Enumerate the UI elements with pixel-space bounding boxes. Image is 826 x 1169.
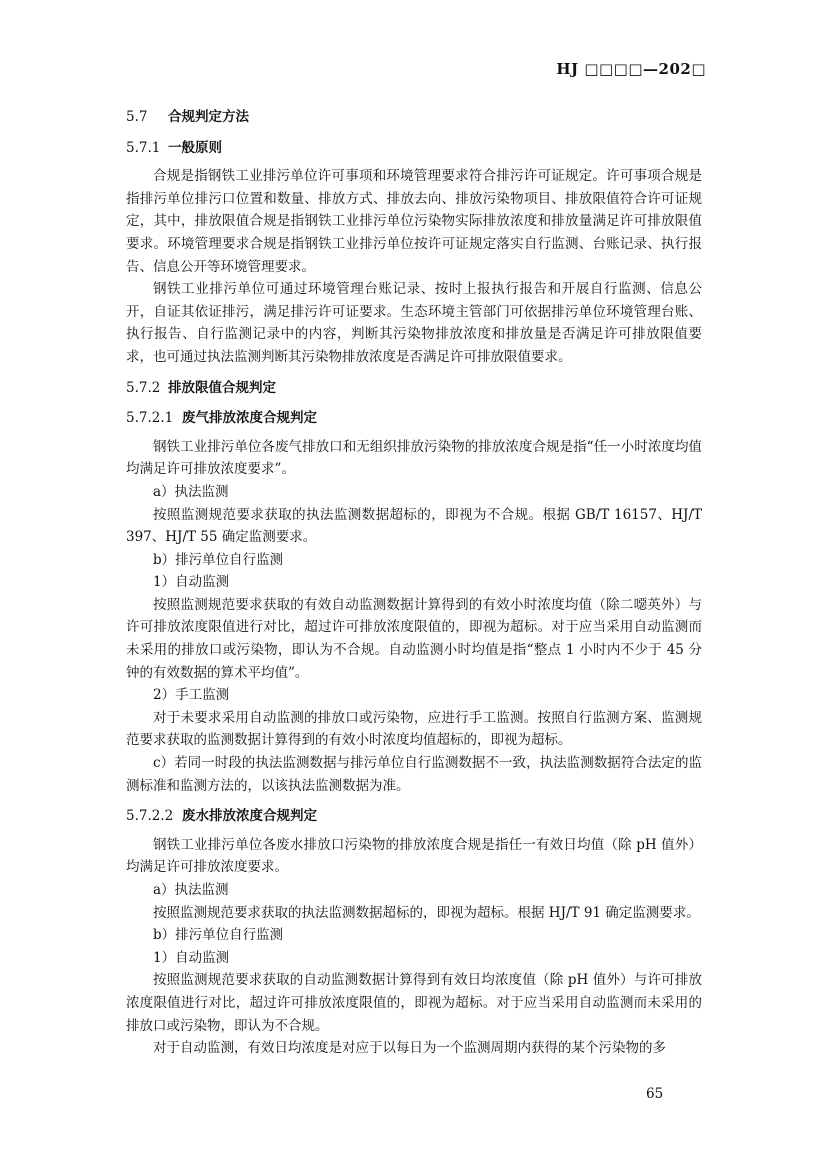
section-number: 5.7.2 xyxy=(126,379,161,396)
list-item: 2）手工监测 xyxy=(153,687,230,704)
paragraph: 钢铁工业排污单位可通过环境管理台账记录、按时上报执行报告和开展自行监测、信息公开，自证其依证排污，满足排污许可证要求。生态环境主管部门可依据排污单位环境管理台账、执行报告、自行监测记录中的内容，判断其污染物排放浓度和排放量是否满足许可排放限值要求，也可通过执法监测判断其污染物排放浓度是否满足许可排放限值要求。 xyxy=(126,281,702,365)
list-item: b）排污单位自行监测 xyxy=(153,551,284,568)
paragraph: 按照监测规范要求获取的自动监测数据计算得到有效日均浓度值（除 pH 值外）与许可排放浓度限值进行对比，超过许可排放浓度限值的，即视为超标。对于应当采用自动监测而未采用的排放口或污染物，即认为不合规。 xyxy=(126,972,702,1034)
paragraph: 按照监测规范要求获取的有效自动监测数据计算得到的有效小时浓度均值（除二噁英外）与许可排放浓度限值进行对比，超过许可排放浓度限值的，即视为超标。对于应当采用自动监测而未采用的排放口或污染物，即认为不合规。自动监测小时均值是指“整点 1 小时内不少于 45 分钟的有效数据的算术平均值”。 xyxy=(126,596,702,681)
paragraph: 对于未要求采用自动监测的排放口或污染物，应进行手工监测。按照自行监测方案、监测规范要求获取的监测数据计算得到的有效小时浓度均值超标的，即视为超标。 xyxy=(126,709,702,749)
page-number: 65 xyxy=(646,1086,664,1102)
paragraph: 对于自动监测，有效日均浓度是对应于以每日为一个监测周期内获得的某个污染物的多 xyxy=(153,1040,666,1057)
paragraph: 钢铁工业排污单位各废水排放口污染物的排放浓度合规是指任一有效日均值（除 pH 值外）均满足许可排放浓度要求。 xyxy=(126,836,702,876)
section-number: 5.7.2.1 xyxy=(126,410,174,427)
paragraph: 钢铁工业排污单位各废气排放口和无组织排放污染物的排放浓度合规是指“任一小时浓度均值均满足许可排放浓度要求”。 xyxy=(126,438,702,478)
list-item: a）执法监测 xyxy=(153,882,229,898)
section-number: 5.7.2.2 xyxy=(126,808,174,825)
section-number: 5.7 xyxy=(126,109,148,125)
section-title: 合规判定方法 xyxy=(168,109,249,125)
list-item: b）排污单位自行监测 xyxy=(153,927,284,944)
list-item: 1）自动监测 xyxy=(153,949,230,966)
document-header-code: HJ □□□□—202□ xyxy=(556,60,706,78)
section-title: 废水排放浓度合规判定 xyxy=(182,808,317,825)
section-title: 废气排放浓度合规判定 xyxy=(182,410,317,427)
section-heading xyxy=(126,106,702,129)
paragraph: 按照监测规范要求获取的执法监测数据超标的，即视为不合规。根据 GB/T 16157、HJ/T 397、HJ/T 55 确定监测要求。 xyxy=(126,506,702,546)
paragraph: c）若同一时段的执法监测数据与排污单位自行监测数据不一致，执法监测数据符合法定的监测标准和监测方法的，以该执法监测数据为准。 xyxy=(126,755,702,794)
paragraph: 合规是指钢铁工业排污单位许可事项和环境管理要求符合排污许可证规定。许可事项合规是指排污单位排污口位置和数量、排放方式、排放去向、排放污染物项目、排放限值符合许可证规定，其中，排放限值合规是指钢铁工业排污单位污染物实际排放浓度和排放量满足许可排放限值要求。环境管理要求合规是指钢铁工业排污单位按许可证规定落实自行监测、台账记录、执行报告、信息公开等环境管理要求。 xyxy=(126,168,702,275)
section-heading xyxy=(126,407,702,430)
document-body xyxy=(126,98,702,1060)
paragraph: 按照监测规范要求获取的执法监测数据超标的，即视为超标。根据 HJ/T 91 确定监测要求。 xyxy=(153,904,700,921)
section-heading xyxy=(126,377,702,400)
list-item: 1）自动监测 xyxy=(153,574,230,591)
section-title: 排放限值合规判定 xyxy=(168,379,276,396)
section-number: 5.7.1 xyxy=(126,139,161,156)
section-heading xyxy=(126,805,702,828)
list-item: a）执法监测 xyxy=(153,483,229,500)
section-title: 一般原则 xyxy=(168,139,222,156)
section-heading xyxy=(126,137,702,160)
